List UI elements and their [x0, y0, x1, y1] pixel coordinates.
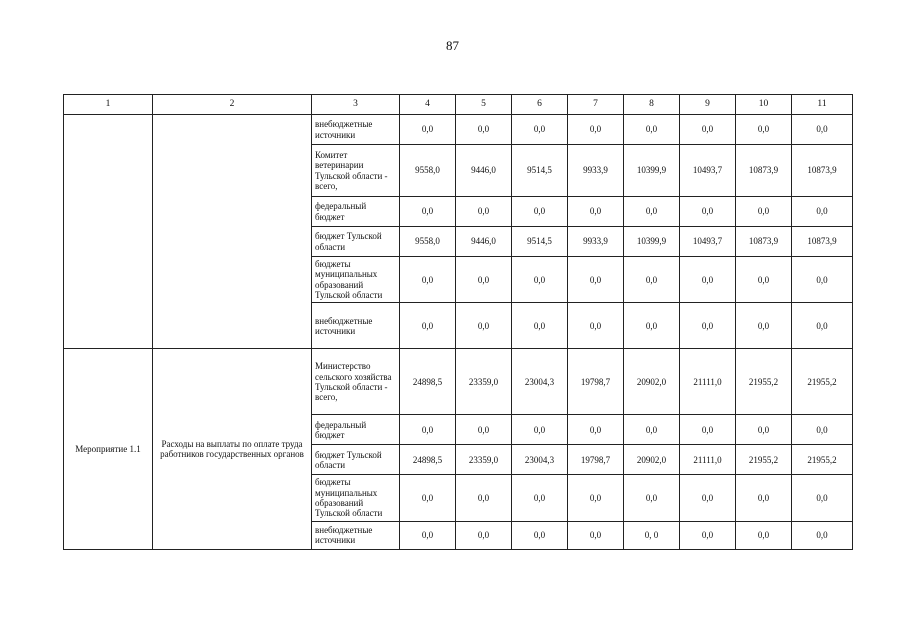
value-cell-col-5: 9446,0 [456, 145, 512, 197]
value-cell-col-7: 9933,9 [568, 227, 624, 257]
value-cell-col-9: 0,0 [680, 197, 736, 227]
value-cell-col-7: 0,0 [568, 415, 624, 445]
value-cell-col-4: 0,0 [400, 303, 456, 349]
table-row [64, 349, 853, 415]
value-cell-col-6: 23004,3 [512, 349, 568, 415]
funding-source-label: внебюджетные источники [312, 521, 400, 549]
value-cell-col-5: 23359,0 [456, 445, 512, 475]
value-cell-col-11: 0,0 [792, 115, 853, 145]
value-cell-col-4: 0,0 [400, 197, 456, 227]
value-cell-col-8: 0,0 [624, 303, 680, 349]
value-cell-col-4: 0,0 [400, 475, 456, 521]
funding-source-label: федеральный бюджет [312, 197, 400, 227]
value-cell-col-4: 0,0 [400, 257, 456, 303]
funding-source-label: бюджеты муниципальных образований Тульской области [312, 257, 400, 303]
value-cell-col-4: 24898,5 [400, 349, 456, 415]
value-cell-col-5: 0,0 [456, 415, 512, 445]
value-cell-col-7: 0,0 [568, 521, 624, 549]
funding-source-label: бюджеты муниципальных образований Тульской области [312, 475, 400, 521]
value-cell-col-4: 0,0 [400, 115, 456, 145]
table-row [64, 115, 853, 145]
event-description-cell: Расходы на выплаты по оплате труда работников государственных органов [153, 349, 312, 549]
value-cell-col-11: 0,0 [792, 521, 853, 549]
header-col-7: 7 [568, 95, 624, 115]
value-cell-col-7: 0,0 [568, 197, 624, 227]
header-col-3: 3 [312, 95, 400, 115]
value-cell-col-4: 24898,5 [400, 445, 456, 475]
header-col-2: 2 [153, 95, 312, 115]
value-cell-col-7: 0,0 [568, 475, 624, 521]
value-cell-col-8: 10399,9 [624, 145, 680, 197]
value-cell-col-6: 23004,3 [512, 445, 568, 475]
value-cell-col-9: 0,0 [680, 257, 736, 303]
header-col-1: 1 [64, 95, 153, 115]
value-cell-col-8: 0, 0 [624, 521, 680, 549]
value-cell-col-5: 0,0 [456, 197, 512, 227]
funding-source-label: бюджет Тульской области [312, 445, 400, 475]
value-cell-col-5: 0,0 [456, 257, 512, 303]
value-cell-col-8: 20902,0 [624, 349, 680, 415]
value-cell-col-11: 0,0 [792, 257, 853, 303]
page-number: 87 [446, 38, 459, 53]
value-cell-col-8: 0,0 [624, 115, 680, 145]
event-name-cell: Мероприятие 1.1 [64, 349, 153, 549]
header-col-8: 8 [624, 95, 680, 115]
value-cell-col-11: 10873,9 [792, 227, 853, 257]
value-cell-col-10: 0,0 [736, 475, 792, 521]
value-cell-col-9: 0,0 [680, 521, 736, 549]
value-cell-col-7: 19798,7 [568, 445, 624, 475]
value-cell-col-4: 0,0 [400, 521, 456, 549]
value-cell-col-10: 0,0 [736, 521, 792, 549]
value-cell-col-6: 9514,5 [512, 227, 568, 257]
event-name-cell [64, 115, 153, 349]
value-cell-col-7: 0,0 [568, 257, 624, 303]
value-cell-col-5: 0,0 [456, 475, 512, 521]
value-cell-col-10: 0,0 [736, 303, 792, 349]
value-cell-col-5: 0,0 [456, 303, 512, 349]
value-cell-col-6: 0,0 [512, 521, 568, 549]
value-cell-col-7: 19798,7 [568, 349, 624, 415]
value-cell-col-10: 21955,2 [736, 445, 792, 475]
value-cell-col-9: 10493,7 [680, 227, 736, 257]
value-cell-col-8: 0,0 [624, 415, 680, 445]
event-description-cell [153, 115, 312, 349]
value-cell-col-5: 23359,0 [456, 349, 512, 415]
value-cell-col-11: 0,0 [792, 197, 853, 227]
value-cell-col-4: 9558,0 [400, 227, 456, 257]
header-col-9: 9 [680, 95, 736, 115]
value-cell-col-9: 10493,7 [680, 145, 736, 197]
value-cell-col-8: 0,0 [624, 475, 680, 521]
funding-source-label: Комитет ветеринарии Тульской области - всего, [312, 145, 400, 197]
value-cell-col-6: 0,0 [512, 303, 568, 349]
value-cell-col-10: 0,0 [736, 415, 792, 445]
funding-source-label: Министерство сельского хозяйства Тульской области - всего, [312, 349, 400, 415]
value-cell-col-10: 0,0 [736, 115, 792, 145]
value-cell-col-11: 0,0 [792, 415, 853, 445]
value-cell-col-8: 20902,0 [624, 445, 680, 475]
value-cell-col-6: 9514,5 [512, 145, 568, 197]
value-cell-col-9: 21111,0 [680, 349, 736, 415]
header-col-6: 6 [512, 95, 568, 115]
header-col-10: 10 [736, 95, 792, 115]
budget-table [63, 94, 853, 550]
value-cell-col-5: 9446,0 [456, 227, 512, 257]
header-col-4: 4 [400, 95, 456, 115]
value-cell-col-7: 0,0 [568, 303, 624, 349]
funding-source-label: федеральный бюджет [312, 415, 400, 445]
header-row [64, 95, 853, 115]
value-cell-col-6: 0,0 [512, 415, 568, 445]
value-cell-col-9: 21111,0 [680, 445, 736, 475]
value-cell-col-6: 0,0 [512, 475, 568, 521]
funding-source-label: внебюджетные источники [312, 115, 400, 145]
value-cell-col-10: 0,0 [736, 257, 792, 303]
value-cell-col-7: 0,0 [568, 115, 624, 145]
value-cell-col-8: 0,0 [624, 257, 680, 303]
value-cell-col-10: 21955,2 [736, 349, 792, 415]
value-cell-col-7: 9933,9 [568, 145, 624, 197]
value-cell-col-10: 0,0 [736, 197, 792, 227]
value-cell-col-11: 21955,2 [792, 349, 853, 415]
value-cell-col-6: 0,0 [512, 257, 568, 303]
value-cell-col-9: 0,0 [680, 475, 736, 521]
value-cell-col-11: 10873,9 [792, 145, 853, 197]
value-cell-col-9: 0,0 [680, 415, 736, 445]
value-cell-col-5: 0,0 [456, 521, 512, 549]
value-cell-col-4: 9558,0 [400, 145, 456, 197]
value-cell-col-9: 0,0 [680, 115, 736, 145]
value-cell-col-10: 10873,9 [736, 227, 792, 257]
value-cell-col-8: 10399,9 [624, 227, 680, 257]
value-cell-col-9: 0,0 [680, 303, 736, 349]
value-cell-col-5: 0,0 [456, 115, 512, 145]
value-cell-col-11: 0,0 [792, 303, 853, 349]
value-cell-col-10: 10873,9 [736, 145, 792, 197]
value-cell-col-6: 0,0 [512, 115, 568, 145]
funding-source-label: бюджет Тульской области [312, 227, 400, 257]
table-body [64, 115, 853, 550]
value-cell-col-11: 0,0 [792, 475, 853, 521]
header-col-11: 11 [792, 95, 853, 115]
value-cell-col-4: 0,0 [400, 415, 456, 445]
value-cell-col-8: 0,0 [624, 197, 680, 227]
header-col-5: 5 [456, 95, 512, 115]
funding-source-label: внебюджетные источники [312, 303, 400, 349]
value-cell-col-11: 21955,2 [792, 445, 853, 475]
value-cell-col-6: 0,0 [512, 197, 568, 227]
